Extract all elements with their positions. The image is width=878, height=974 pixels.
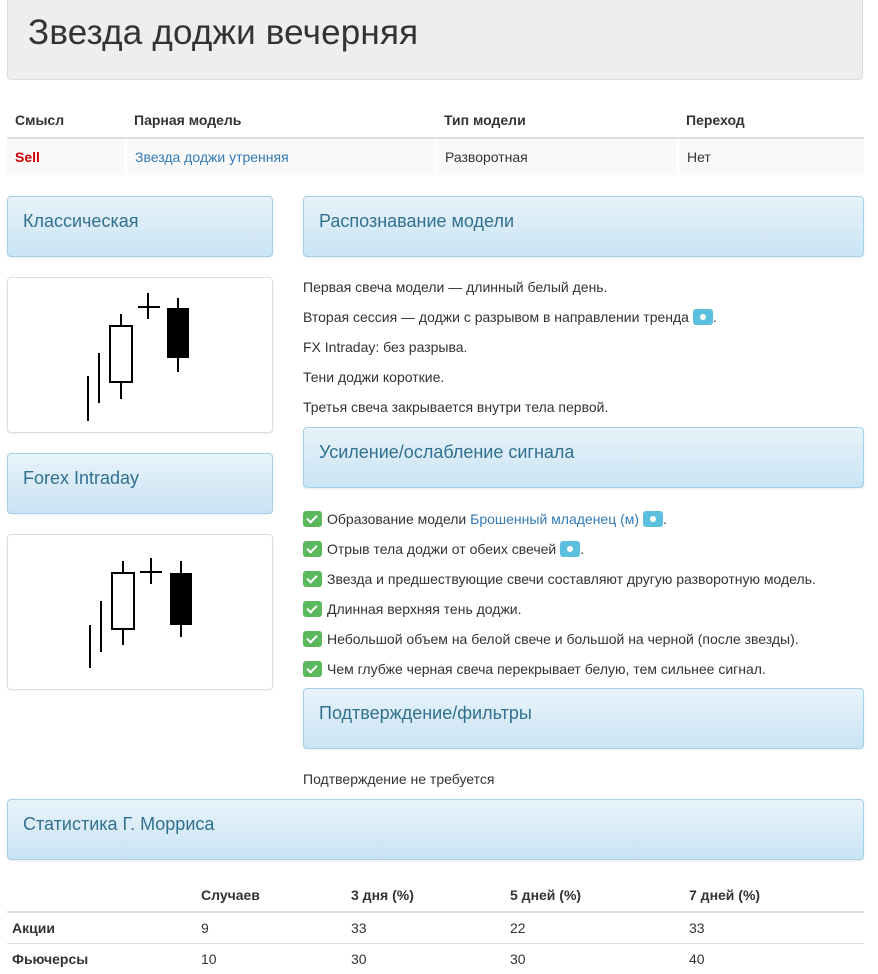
stats-cell: 40	[684, 944, 864, 974]
stats-cell: 33	[346, 912, 505, 944]
stats-row-label: Акции	[7, 912, 196, 944]
summary-table	[7, 103, 864, 175]
signal-item: Образование модели Брошенный младенец (м) .	[303, 511, 667, 527]
stats-header: 3 дня (%)	[346, 878, 505, 912]
recognition-line: Тени доджи короткие.	[303, 369, 444, 385]
abandoned-baby-link[interactable]: Брошенный младенец (м)	[470, 511, 639, 527]
signal-item	[303, 661, 766, 677]
summary-header: Тип модели	[436, 103, 678, 138]
confirmation-title: Подтверждение/фильтры	[319, 703, 532, 724]
recognition-line: Вторая сессия — доджи с разрывом в направлении тренда	[303, 309, 689, 325]
check-icon	[303, 631, 322, 647]
table-row	[7, 912, 864, 944]
stats-header	[7, 878, 196, 912]
signal-item	[303, 631, 799, 647]
candlestick-pattern-icon	[8, 278, 272, 432]
confirmation-text: Подтверждение не требуется	[303, 771, 494, 787]
classic-title: Классическая	[23, 211, 138, 232]
info-icon[interactable]	[560, 541, 580, 557]
check-icon	[303, 661, 322, 677]
recognition-panel-heading	[303, 196, 864, 257]
classic-panel-heading	[7, 196, 273, 257]
check-icon	[303, 601, 322, 617]
signal-item-text: Образование модели	[327, 511, 470, 527]
summary-header: Парная модель	[126, 103, 436, 138]
stats-cell: 22	[505, 912, 684, 944]
signal-item-text: Длинная верхняя тень доджи.	[327, 601, 522, 617]
signal-value: Sell	[15, 149, 40, 165]
signal-panel-heading	[303, 427, 864, 488]
signal-item-text: Отрыв тела доджи от обеих свечей	[327, 541, 556, 557]
classic-pattern-image	[7, 277, 273, 433]
forex-panel-heading	[7, 453, 273, 514]
signal-item	[303, 571, 816, 587]
table-row	[7, 944, 864, 974]
signal-item	[303, 601, 522, 617]
stats-cell: 33	[684, 912, 864, 944]
signal-item-text: Небольшой объем на белой свече и большой на черной (после звезды).	[327, 631, 799, 647]
stats-cell: 10	[196, 944, 346, 974]
recognition-line: Первая свеча модели — длинный белый день.	[303, 279, 608, 295]
stats-row-label: Фьючерсы	[7, 944, 196, 974]
check-icon	[303, 511, 322, 527]
candlestick-pattern-icon	[8, 535, 272, 689]
signal-item-text: Чем глубже черная свеча перекрывает белую, тем сильнее сигнал.	[327, 661, 766, 677]
stats-cell: 9	[196, 912, 346, 944]
recognition-title: Распознавание модели	[319, 211, 514, 232]
recognition-line: FX Intraday: без разрыва.	[303, 339, 467, 355]
recognition-line: Третья свеча закрывается внутри тела первой.	[303, 399, 608, 415]
forex-title: Forex Intraday	[23, 468, 139, 489]
stats-cell: 30	[505, 944, 684, 974]
forex-pattern-image	[7, 534, 273, 690]
stats-table	[7, 878, 864, 974]
stats-header: 7 дней (%)	[684, 878, 864, 912]
page-header	[7, 0, 863, 80]
model-type-value: Разворотная	[436, 138, 678, 175]
confirmation-panel-heading	[303, 688, 864, 749]
stats-cell: 30	[346, 944, 505, 974]
signal-item: Отрыв тела доджи от обеих свечей .	[303, 541, 584, 557]
stats-header: Случаев	[196, 878, 346, 912]
check-icon	[303, 541, 322, 557]
transition-value: Нет	[678, 138, 864, 175]
stats-panel-heading	[7, 799, 864, 860]
stats-header-row	[7, 878, 864, 912]
info-icon[interactable]	[643, 511, 663, 527]
summary-header: Смысл	[7, 103, 126, 138]
summary-header-row	[7, 103, 864, 138]
paired-model-link[interactable]: Звезда доджи утренняя	[135, 149, 289, 165]
recognition-line-with-info: Вторая сессия — доджи с разрывом в направлении тренда .	[303, 309, 717, 325]
summary-row	[7, 138, 864, 175]
stats-title: Статистика Г. Морриса	[23, 814, 214, 835]
signal-title: Усиление/ослабление сигнала	[319, 442, 574, 463]
stats-header: 5 дней (%)	[505, 878, 684, 912]
summary-header: Переход	[678, 103, 864, 138]
info-icon[interactable]	[693, 309, 713, 325]
check-icon	[303, 571, 322, 587]
page-title: Звезда доджи вечерняя	[28, 13, 418, 53]
signal-item-text: Звезда и предшествующие свечи составляют другую разворотную модель.	[327, 571, 816, 587]
